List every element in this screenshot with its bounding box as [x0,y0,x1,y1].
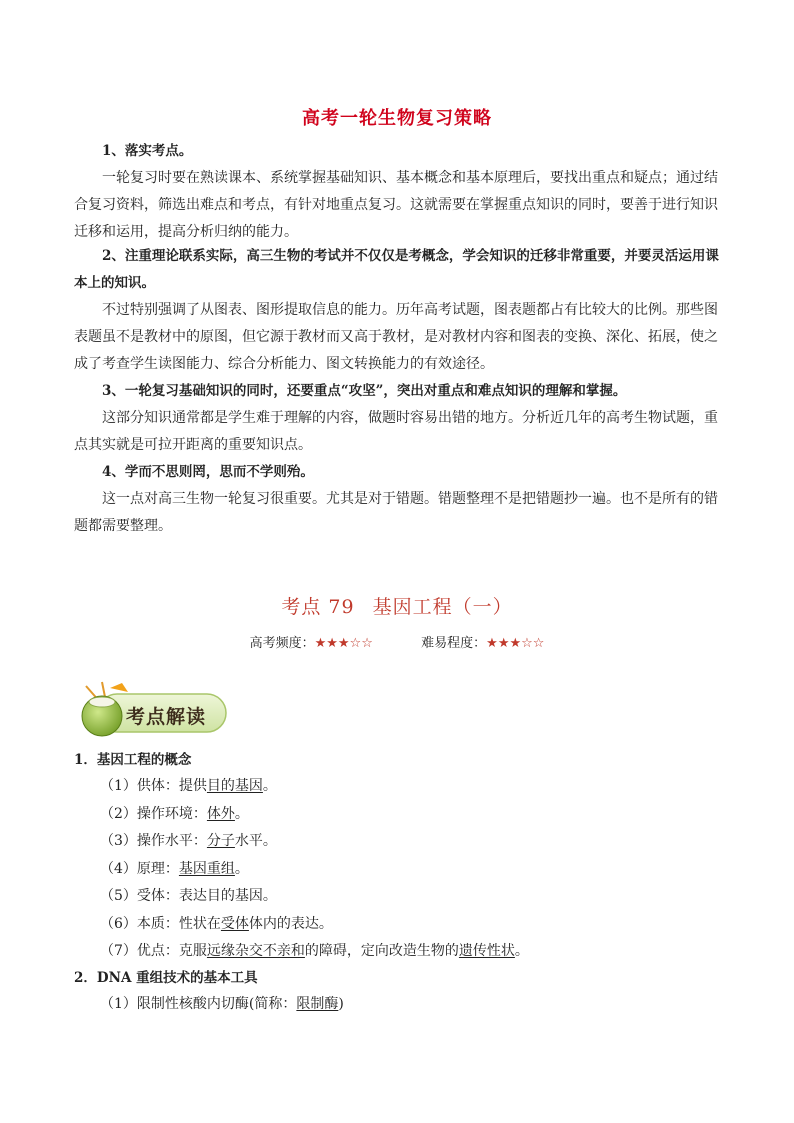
underlined-term: 分子 [206,833,235,849]
list-item [100,858,249,878]
item-text: （7）优点：克服 [100,943,207,959]
point-3-body: 这部分知识通常都是学生难于理解的内容，做题时容易出错的地方。分析近几年的高考生物试题，重点其实就是可拉开距离的重要知识点。 [74,410,718,453]
star-filled-icon: ★ [497,636,510,651]
kaodian-jiedu-badge [70,680,230,738]
section-2-heading: 2．DNA 重组技术的基本工具 [74,970,258,986]
underlined-term: 远缘杂交不亲和 [206,943,305,959]
difficulty-label: 难易程度： [421,636,487,651]
star-filled-icon: ★ [509,636,522,651]
item-text: （2）操作环境： [100,805,207,822]
point-1-heading: 1、落实考点。 [102,143,193,159]
star-filled-icon: ★ [486,636,498,651]
item-text: （5）受体：表达目的基因。 [100,888,277,904]
underlined-term: 体外 [206,805,235,822]
star-filled-icon: ★ [314,636,327,651]
point-3-heading: 3、一轮复习基础知识的同时，还要重点“攻坚”，突出对重点和难点知识的理解和掌握。 [102,383,627,399]
item-text: （4）原理： [100,860,179,877]
badge-label: 考点解读 [126,706,207,728]
star-filled-icon: ★ [326,636,338,651]
underlined-term: 目的基因 [206,778,263,794]
item-text: 。 [514,943,529,959]
list-item [100,913,333,933]
item-text: 体内的表达。 [248,915,333,932]
page-title: 高考一轮生物复习策略 [302,108,492,129]
star-filled-icon: ★ [337,636,350,651]
difficulty-rating [421,632,544,651]
point-2-heading: 2、注重理论联系实际，高三生物的考试并不仅仅是考概念，学会知识的迁移非常重要，并要灵活运用课本上的知识。 [74,248,719,291]
underlined-term: 遗传性状 [458,943,515,959]
point-4-body: 这一点对高三生物一轮复习很重要。尤其是对于错题。错题整理不是把错题抄一遍。也不是所有的错题都需要整理。 [74,491,718,534]
frequency-stars [315,636,373,651]
star-empty-icon: ☆ [521,636,533,651]
item-text: （1）限制性核酸内切酶(简称： [100,996,297,1012]
kaodian-name: 基因工程（一） [372,596,513,618]
point-1-body: 一轮复习时要在熟读课本、系统掌握基础知识、基本概念和基本原理后，要找出重点和疑点；通过结合复习资料，筛选出难点和考点，有针对地重点复习。这就需要在掌握重点知识的同时，要善于进行知识迁移和运用，提高分析归纳的能力。 [74,170,718,240]
list-item [100,940,529,960]
item-text: ) [338,996,344,1012]
frequency-label: 高考频度： [249,636,315,651]
list-item [100,775,277,795]
item-text: 水平。 [234,833,277,849]
item-text: 的障碍，定向改造生物的 [304,943,459,959]
list-item [100,993,344,1013]
item-text: （6）本质：性状在 [100,915,221,932]
underlined-term: 基因重组 [178,860,235,877]
point-2-body: 不过特别强调了从图表、图形提取信息的能力。历年高考试题，图表题都占有比较大的比例。那些图表题虽不是教材中的原图，但它源于教材而又高于教材，是对教材内容和图表的变换、深化、拓展，使之成了考查学生读图能力、综合分析能力、图文转换能力的有效途径。 [74,302,718,372]
frequency-rating [250,632,373,651]
item-text: （1）供体：提供 [100,778,207,794]
list-item [100,830,277,850]
section-1-heading: 1．基因工程的概念 [74,752,192,768]
point-4-heading: 4、学而不思则罔，思而不学则殆。 [102,464,314,480]
kaodian-title [0,592,794,619]
item-text: （3）操作水平： [100,833,207,849]
underlined-term: 限制酶 [296,996,339,1012]
star-empty-icon: ☆ [349,636,362,651]
item-text: 。 [234,805,249,822]
item-text: 。 [234,860,249,877]
underlined-term: 受体 [220,915,249,932]
difficulty-stars [486,636,544,651]
kaodian-number: 考点 79 [281,596,355,618]
ratings-row [0,632,794,651]
list-item [100,803,249,823]
star-empty-icon: ☆ [532,636,545,651]
item-text: 。 [262,778,277,794]
star-empty-icon: ☆ [361,636,373,651]
list-item [100,885,277,905]
